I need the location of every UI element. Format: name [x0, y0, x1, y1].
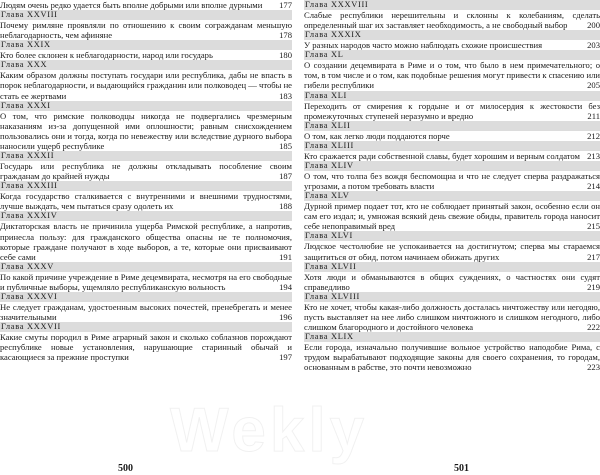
chapter-title-text: О том, что римские полководцы никогда не подвергались чрезмерным наказаниям из-за допущенной ими оплошности; равным снисхождением пользовались они и тогда, когда по невежеству или вследствие дурного выбора наносили ущерб республике: [0, 110, 292, 151]
chapter-title-text: О создании децемвирата в Риме и о том, что было в нем примечательного; о том, в том числе и о том, как подобные решения могут привести к спасению или гибели республики: [304, 60, 600, 91]
chapter-page-ref: 200: [587, 20, 600, 31]
chapter-title: [0, 332, 292, 362]
chapter-heading: Глава XXXVII: [0, 322, 292, 332]
chapter-title-text: Когда государство сталкивается с внутренними и внешними трудностями, лучше выждать, чем пытаться сразу одолеть их: [0, 191, 292, 212]
chapter-title: [304, 151, 600, 161]
toc-entry: [0, 151, 292, 181]
chapter-heading: Глава XXXVI: [0, 292, 292, 302]
left-toc-column: [0, 0, 292, 362]
toc-entry: [0, 181, 292, 211]
chapter-title-text: Людям очень редко удается быть вполне добрыми или вполне дурными: [0, 0, 263, 10]
toc-entry: [304, 191, 600, 231]
toc-entry: [304, 292, 600, 332]
chapter-title-text: Государь или республика не должны откладывать пособление своим гражданам до крайней нужды: [0, 161, 292, 182]
chapter-page-ref: 187: [279, 171, 292, 182]
chapter-title: [304, 171, 600, 191]
chapter-title: [0, 50, 292, 60]
chapter-page-ref: 205: [587, 80, 600, 91]
chapter-title-text: По какой причине учреждение в Риме децемвирата, несмотря на его свободные и публичные выборы, ущемляло республиканскую вольность: [0, 271, 292, 292]
chapter-title-text: У разных народов часто можно наблюдать схожие происшествия: [304, 40, 543, 51]
chapter-title-text: Переходить от смирения к гордыне и от милосердия к жестокости без промежуточных ступеней неразумно и вредно: [304, 100, 600, 121]
chapter-heading: Глава XLIX: [304, 332, 600, 342]
chapter-heading: Глава XXXIV: [0, 211, 292, 221]
chapter-page-ref: 196: [279, 312, 292, 323]
chapter-page-ref: 217: [587, 251, 600, 262]
toc-entry: [304, 30, 600, 50]
chapter-heading: Глава XXXV: [0, 262, 292, 272]
chapter-title: [0, 70, 292, 100]
chapter-title-text: Не следует гражданам, удостоенным высоких почестей, пренебрегать и менее значительными: [0, 301, 292, 323]
chapter-heading: Глава XLIV: [304, 161, 600, 171]
chapter-page-ref: 223: [587, 362, 600, 373]
chapter-page-ref: 185: [279, 140, 292, 151]
chapter-page-ref: 183: [279, 90, 292, 101]
chapter-page-ref: 191: [279, 251, 292, 262]
chapter-title: [304, 201, 600, 231]
chapter-heading: Глава XXXI: [0, 101, 292, 111]
toc-entry: [0, 322, 292, 362]
chapter-title: [0, 302, 292, 322]
chapter-heading: Глава XXXIII: [0, 181, 292, 191]
toc-entry: [304, 161, 600, 191]
watermark: Wekly: [170, 396, 369, 465]
chapter-title: [304, 10, 600, 30]
chapter-title-text: Кто более склонен к неблагодарности, народ или государь: [0, 50, 213, 61]
chapter-title: [304, 241, 600, 261]
chapter-title: [304, 40, 600, 50]
chapter-title: [304, 342, 600, 372]
toc-entry: [0, 60, 292, 100]
chapter-heading: Глава XLVIII: [304, 292, 600, 302]
chapter-title: [0, 20, 292, 40]
chapter-heading: Глава XLV: [304, 191, 600, 201]
chapter-title-text: Дурной пример подает тот, кто не соблюдает принятый закон, особенно если он сам его издал; и, умножая всякий день свежие обиды, правитель города наносит себе непоправимый вред: [304, 201, 600, 232]
toc-entry: [0, 211, 292, 261]
toc-entry: [0, 40, 292, 60]
toc-entry: [0, 292, 292, 322]
chapter-page-ref: 222: [587, 321, 600, 332]
toc-entry: [304, 121, 600, 141]
chapter-title-text: Почему римляне проявляли по отношению к своим согражданам меньшую неблагодарность, чем афиняне: [0, 20, 292, 41]
chapter-heading: Глава XXX: [0, 60, 292, 70]
toc-entry: [0, 101, 292, 151]
chapter-title-text: Хотя люди и обманываются в общих суждениях, о частностях они судят справедливо: [304, 271, 600, 292]
chapter-title-text: Людское честолюбие не успокаивается на достигнутом; сперва мы стараемся защититься от обид, потом начинаем обижать других: [304, 241, 600, 262]
chapter-title: [0, 161, 292, 181]
chapter-title-text: Слабые республики нерешительны и склонны к колебаниям, сделать определенный шаг их заставляет необходимость, а не свободный выбор: [304, 10, 600, 31]
chapter-heading: Глава XLIII: [304, 141, 600, 151]
chapter-title: [0, 191, 292, 211]
chapter-heading: Глава XXXIX: [304, 30, 600, 40]
toc-entry: [304, 0, 600, 30]
chapter-title: [304, 60, 600, 90]
chapter-page-ref: 211: [587, 110, 600, 121]
right-page: [304, 0, 600, 475]
left-page: [0, 0, 292, 475]
chapter-title: [0, 272, 292, 292]
chapter-heading: Глава XL: [304, 50, 600, 60]
chapter-title-text: Кто сражается ради собственной славы, будет хорошим и верным солдатом: [304, 150, 580, 161]
right-page-number: 501: [454, 463, 469, 474]
chapter-title: [304, 131, 600, 141]
chapter-title: [0, 111, 292, 151]
toc-entry: [304, 262, 600, 292]
chapter-page-ref: 180: [279, 50, 292, 61]
chapter-page-ref: 219: [587, 281, 600, 292]
toc-entry: [304, 332, 600, 372]
chapter-heading: Глава XLII: [304, 121, 600, 131]
chapter-title: [304, 272, 600, 292]
toc-entry: [0, 0, 292, 10]
chapter-heading: Глава XLVI: [304, 231, 600, 241]
toc-entry: [304, 50, 600, 90]
chapter-heading: Глава XXVIII: [0, 10, 292, 20]
chapter-heading: Глава XXXVIII: [304, 0, 600, 10]
chapter-page-ref: 178: [279, 30, 292, 41]
toc-entry: [0, 262, 292, 292]
chapter-heading: Глава XLI: [304, 91, 600, 101]
right-toc-column: [304, 0, 600, 372]
chapter-page-ref: 215: [587, 221, 600, 232]
chapter-heading: Глава XXIX: [0, 40, 292, 50]
chapter-page-ref: 197: [279, 352, 292, 363]
toc-entry: [304, 91, 600, 121]
chapter-title: [304, 302, 600, 332]
chapter-title-text: О том, как легко люди поддаются порче: [304, 130, 450, 141]
chapter-title: [0, 221, 292, 261]
chapter-title-text: Каким образом должны поступать государи или республика, дабы не впасть в порок неблагодарности, и выдающийся гражданин или полководец — чтобы не стать ее жертвами: [0, 70, 292, 101]
chapter-title: [0, 0, 292, 10]
toc-entry: [304, 141, 600, 161]
chapter-page-ref: 177: [279, 0, 292, 10]
chapter-page-ref: 194: [279, 281, 292, 292]
chapter-title-text: Диктаторская власть не причинила ущерба Римской республике, а напротив, принесла пользу: для гражданского общества опасны не те полномочия, которые граждане получают в ходе выборов, а те, которые они присваивают себе сами: [0, 221, 292, 262]
chapter-page-ref: 213: [587, 150, 600, 161]
chapter-page-ref: 203: [587, 40, 600, 51]
toc-entry: [0, 10, 292, 40]
left-page-number: 500: [118, 463, 133, 474]
chapter-heading: Глава XXXII: [0, 151, 292, 161]
chapter-page-ref: 214: [587, 181, 600, 192]
chapter-heading: Глава XLVII: [304, 262, 600, 272]
chapter-page-ref: 212: [587, 130, 600, 141]
toc-entry: [304, 231, 600, 261]
chapter-title: [304, 101, 600, 121]
chapter-title-text: Какие смуты породил в Риме аграрный закон и сколько соблазнов порождают республике новые установления, нарушающие старинный обычай и касающиеся за прежние проступки: [0, 332, 292, 363]
chapter-page-ref: 188: [279, 201, 292, 212]
chapter-title-text: Кто не хочет, чтобы какая-либо должность досталась ничтожеству или негодяю, пусть выставляет на нее либо слишком ничтожного и слишком негодного, либо слишком благородного и достойного человека: [304, 301, 600, 332]
chapter-title-text: Если города, изначально получившие вольное устройство наподобие Рима, с трудом вырабатывают подходящие законы для своего сохранения, то городам, основанным в рабстве, это почти невозможно: [304, 342, 600, 373]
chapter-title-text: О том, что толпа без вождя беспомощна и что не следует сперва раздражаться угрозами, а потом требовать власти: [304, 170, 600, 192]
